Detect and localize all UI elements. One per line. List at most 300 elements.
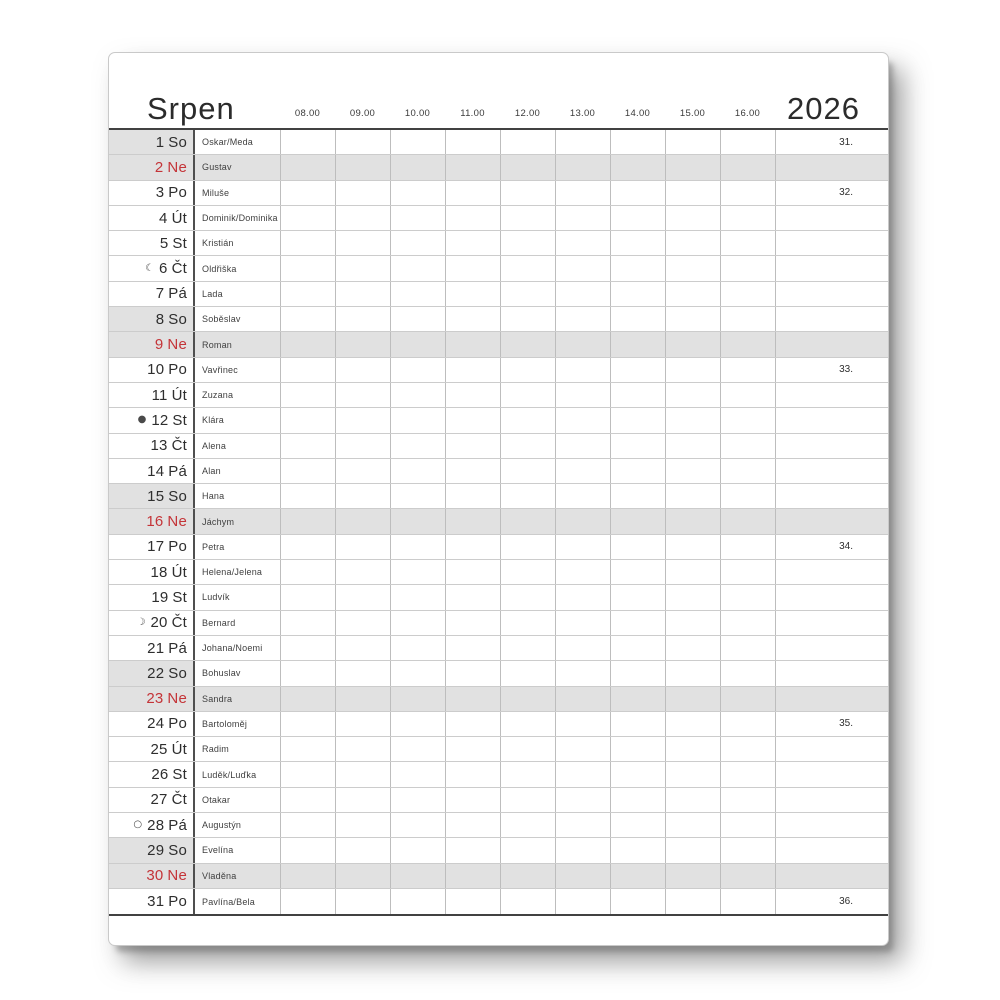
day-number: 3: [155, 184, 165, 202]
time-slot: [500, 282, 555, 306]
day-abbrev: So: [168, 664, 187, 682]
calendar-sheet: [108, 52, 889, 946]
time-slot: [665, 889, 720, 914]
day-row: [109, 307, 888, 332]
day-label-cell: [109, 611, 195, 635]
time-slot: [445, 535, 500, 559]
time-slot: [445, 484, 500, 508]
time-slot: [665, 535, 720, 559]
nameday-label: Klára: [202, 415, 225, 426]
time-slot: [665, 206, 720, 230]
time-slot: [500, 661, 555, 685]
day-label-cell: [109, 383, 195, 407]
nameday-label: Johana/Noemi: [202, 643, 263, 654]
day-label-cell: [109, 737, 195, 761]
day-number: 8: [155, 310, 165, 328]
day-number: 26: [151, 766, 169, 784]
time-slot: [500, 383, 555, 407]
day-label-cell: [109, 155, 195, 179]
time-slot: [390, 762, 445, 786]
time-slot: [445, 181, 500, 205]
day-label-cell: [109, 332, 195, 356]
day-label-cell: [109, 687, 195, 711]
time-slot: [390, 408, 445, 432]
time-slot: [445, 889, 500, 914]
day-abbrev: Ne: [167, 158, 187, 176]
time-slot: [555, 762, 610, 786]
time-slot: [720, 864, 775, 888]
day-number: 4: [159, 209, 168, 227]
day-abbrev: Ne: [167, 690, 187, 708]
time-slot: [280, 636, 335, 660]
time-slot: [500, 687, 555, 711]
time-slot: [720, 737, 775, 761]
time-slot: [445, 661, 500, 685]
week-number: [775, 636, 888, 660]
time-slot: [445, 636, 500, 660]
time-slot: [280, 332, 335, 356]
time-slot: [610, 712, 665, 736]
time-slot: [390, 231, 445, 255]
time-slot: [500, 585, 555, 609]
day-label-cell: [109, 889, 195, 914]
day-row: [109, 737, 888, 762]
day-row: [109, 484, 888, 509]
time-slot: [720, 383, 775, 407]
time-slot: [500, 535, 555, 559]
time-slot: [390, 813, 445, 837]
time-slot: [500, 206, 555, 230]
time-slot: [720, 307, 775, 331]
day-label-cell: [109, 838, 195, 862]
time-slot: [390, 358, 445, 382]
time-slot: [280, 509, 335, 533]
time-label: 12.00: [514, 108, 541, 119]
time-slot: [335, 636, 390, 660]
time-label: 08.00: [294, 108, 321, 119]
week-number: [775, 788, 888, 812]
time-slot: [280, 788, 335, 812]
time-slot: [665, 358, 720, 382]
time-slot: [500, 509, 555, 533]
day-label-cell: [109, 661, 195, 685]
week-number: [775, 408, 888, 432]
time-slot: [555, 864, 610, 888]
day-number: 5: [159, 234, 169, 252]
week-number: [775, 282, 888, 306]
nameday-label: Jáchym: [202, 516, 235, 527]
day-abbrev: So: [168, 133, 187, 151]
time-slot: [390, 788, 445, 812]
time-slot: [555, 332, 610, 356]
time-slot: [555, 358, 610, 382]
day-label-cell: [109, 864, 195, 888]
time-slot: [445, 611, 500, 635]
day-number: 14: [147, 462, 165, 480]
day-number: 10: [147, 361, 165, 379]
day-number: 6: [159, 260, 168, 278]
time-label: 09.00: [349, 108, 376, 119]
time-slot: [390, 712, 445, 736]
day-number: 2: [154, 158, 164, 176]
week-number: [775, 256, 888, 280]
nameday-label: Pavlína/Bela: [202, 896, 255, 907]
time-slot: [720, 560, 775, 584]
time-slot: [665, 737, 720, 761]
time-slot: [335, 788, 390, 812]
calendar-header: [109, 53, 888, 128]
day-row: [109, 408, 888, 433]
time-slot: [610, 130, 665, 154]
time-slot: [555, 484, 610, 508]
time-slot: [335, 560, 390, 584]
day-label-cell: [109, 408, 195, 432]
time-slot: [555, 434, 610, 458]
time-slot: [445, 282, 500, 306]
time-slot: [280, 206, 335, 230]
day-label-cell: [109, 307, 195, 331]
time-slot: [720, 282, 775, 306]
time-slot: [665, 636, 720, 660]
time-slot: [665, 611, 720, 635]
time-slot: [280, 231, 335, 255]
week-number: [775, 560, 888, 584]
day-abbrev: Čt: [171, 614, 187, 632]
time-slot: [280, 687, 335, 711]
day-label-cell: [109, 256, 195, 280]
week-number: [775, 687, 888, 711]
day-label-cell: [109, 459, 195, 483]
time-slot: [720, 509, 775, 533]
time-slot: [555, 788, 610, 812]
time-slot: [610, 307, 665, 331]
time-slot: [665, 687, 720, 711]
nameday-label: Oldřiška: [202, 263, 237, 274]
week-number: [775, 332, 888, 356]
time-slot: [390, 636, 445, 660]
time-slot: [390, 459, 445, 483]
time-slot: [665, 256, 720, 280]
nameday-label: Kristián: [202, 238, 234, 249]
time-slot: [665, 712, 720, 736]
time-slot: [610, 889, 665, 914]
day-abbrev: So: [168, 310, 187, 328]
nameday-label: Dominik/Dominika: [202, 213, 278, 224]
nameday-label: Zuzana: [202, 390, 234, 401]
nameday-label: Vladěna: [202, 870, 237, 881]
time-slot: [445, 585, 500, 609]
time-slot: [555, 661, 610, 685]
nameday-label: Bartoloměj: [202, 718, 248, 729]
time-slot: [335, 434, 390, 458]
time-slot: [555, 585, 610, 609]
time-slot: [335, 864, 390, 888]
time-slot: [445, 307, 500, 331]
time-slot: [445, 762, 500, 786]
time-slot: [555, 687, 610, 711]
time-slot: [720, 459, 775, 483]
calendar-grid: [109, 128, 888, 916]
time-slot: [720, 712, 775, 736]
day-row: [109, 459, 888, 484]
time-slot: [555, 130, 610, 154]
time-slot: [390, 864, 445, 888]
week-number: 34.: [775, 535, 888, 559]
day-number: 1: [155, 133, 165, 151]
day-abbrev: St: [172, 234, 187, 252]
day-abbrev: Čt: [171, 437, 187, 455]
time-slot: [610, 434, 665, 458]
week-number: [775, 383, 888, 407]
time-slot: [665, 231, 720, 255]
last-quarter-moon-icon: ☾: [145, 262, 155, 274]
day-abbrev: Út: [171, 386, 187, 404]
day-row: [109, 434, 888, 459]
time-slot: [720, 358, 775, 382]
time-slot: [335, 484, 390, 508]
time-slot: [500, 762, 555, 786]
week-number: 31.: [775, 130, 888, 154]
time-slot: [335, 282, 390, 306]
time-slot: [280, 408, 335, 432]
time-slot: [665, 307, 720, 331]
day-row: [109, 358, 888, 383]
week-number: 32.: [775, 181, 888, 205]
nameday-label: Alan: [202, 466, 221, 476]
day-label-cell: [109, 358, 195, 382]
time-slot: [445, 231, 500, 255]
time-slot: [610, 560, 665, 584]
day-row: [109, 535, 888, 560]
time-slot: [500, 611, 555, 635]
day-abbrev: Ne: [167, 867, 187, 885]
day-label-cell: [109, 762, 195, 786]
day-number: 16: [146, 513, 164, 531]
time-slot: [610, 762, 665, 786]
time-slot: [555, 636, 610, 660]
time-slot: [390, 256, 445, 280]
day-number: 9: [154, 336, 164, 354]
time-slot: [445, 737, 500, 761]
nameday-label: Miluše: [202, 187, 230, 198]
time-slot: [720, 889, 775, 914]
day-row: [109, 636, 888, 661]
time-slot: [500, 434, 555, 458]
time-slot: [335, 509, 390, 533]
time-slot: [390, 383, 445, 407]
time-slot: [720, 636, 775, 660]
time-slot: [445, 864, 500, 888]
time-slot: [390, 130, 445, 154]
time-slot: [555, 307, 610, 331]
time-slot: [665, 864, 720, 888]
time-slot: [610, 358, 665, 382]
day-row: [109, 155, 888, 180]
day-abbrev: Čt: [171, 791, 187, 809]
new-moon-icon: ●: [137, 414, 147, 426]
time-slot: [390, 737, 445, 761]
time-slot: [665, 130, 720, 154]
time-slot: [555, 889, 610, 914]
nameday-label: Roman: [202, 339, 233, 350]
week-number: [775, 509, 888, 533]
time-slot: [610, 231, 665, 255]
nameday-label: Vavřinec: [202, 364, 238, 375]
nameday-label: Bernard: [202, 617, 236, 628]
day-number: 12: [151, 411, 169, 429]
nameday-label: Helena/Jelena: [202, 567, 263, 578]
day-row: [109, 231, 888, 256]
time-slot: [390, 661, 445, 685]
day-number: 11: [151, 386, 168, 404]
time-slot: [555, 155, 610, 179]
time-slot: [390, 560, 445, 584]
day-abbrev: Pá: [168, 285, 187, 303]
time-slot: [555, 282, 610, 306]
time-slot: [610, 838, 665, 862]
time-slot: [720, 813, 775, 837]
day-abbrev: St: [172, 588, 187, 606]
time-slot: [555, 737, 610, 761]
time-slot: [335, 332, 390, 356]
time-slot: [280, 611, 335, 635]
time-slot: [335, 408, 390, 432]
day-row: [109, 611, 888, 636]
nameday-label: Sandra: [202, 693, 233, 704]
time-slot: [720, 206, 775, 230]
nameday-label: Oskar/Meda: [202, 137, 254, 148]
time-slot: [665, 585, 720, 609]
time-slot: [500, 560, 555, 584]
time-slot: [335, 130, 390, 154]
time-slot: [500, 307, 555, 331]
day-number: 7: [155, 285, 165, 303]
week-number: [775, 864, 888, 888]
time-slot: [390, 838, 445, 862]
time-slot: [665, 838, 720, 862]
day-abbrev: Út: [171, 563, 187, 581]
time-slot: [445, 434, 500, 458]
time-slot: [665, 434, 720, 458]
time-slot: [280, 864, 335, 888]
day-label-cell: [109, 509, 195, 533]
time-slot: [280, 661, 335, 685]
first-quarter-moon-icon: ☽: [136, 616, 146, 628]
day-abbrev: Po: [168, 184, 187, 202]
nameday-label: Evelína: [202, 845, 234, 856]
time-slot: [280, 256, 335, 280]
time-slot: [500, 813, 555, 837]
time-slot: [610, 535, 665, 559]
time-slot: [555, 560, 610, 584]
week-number: 33.: [775, 358, 888, 382]
time-slot: [555, 712, 610, 736]
time-slot: [555, 206, 610, 230]
time-slot: [665, 332, 720, 356]
time-slot: [555, 838, 610, 862]
time-slot: [445, 687, 500, 711]
day-row: [109, 813, 888, 838]
week-number: 35.: [775, 712, 888, 736]
time-slot: [280, 181, 335, 205]
week-number: [775, 661, 888, 685]
time-slot: [280, 484, 335, 508]
time-slot: [500, 256, 555, 280]
day-abbrev: St: [172, 411, 187, 429]
time-slot: [335, 535, 390, 559]
time-slot: [280, 813, 335, 837]
time-slot: [500, 864, 555, 888]
full-moon-icon: ○: [133, 819, 143, 831]
time-slot: [720, 484, 775, 508]
time-slot: [610, 687, 665, 711]
time-slot: [500, 231, 555, 255]
day-abbrev: Po: [168, 715, 187, 733]
time-slot: [445, 332, 500, 356]
time-slot: [720, 535, 775, 559]
week-number: [775, 585, 888, 609]
day-row: [109, 181, 888, 206]
time-slot: [390, 206, 445, 230]
time-slot: [280, 130, 335, 154]
time-slot: [610, 155, 665, 179]
day-number: 18: [150, 563, 168, 581]
nameday-label: Augustýn: [202, 820, 242, 831]
day-abbrev: So: [168, 487, 187, 505]
time-slot: [335, 206, 390, 230]
time-slot: [610, 788, 665, 812]
time-slot: [335, 585, 390, 609]
time-label: 16.00: [734, 108, 761, 119]
time-slot: [665, 560, 720, 584]
time-slot: [500, 838, 555, 862]
day-number: 23: [146, 690, 164, 708]
day-row: [109, 838, 888, 863]
time-slot: [665, 661, 720, 685]
time-slot: [720, 611, 775, 635]
nameday-label: Otakar: [202, 794, 231, 805]
time-slot: [720, 155, 775, 179]
time-slot: [610, 459, 665, 483]
time-slot: [280, 459, 335, 483]
time-slot: [500, 332, 555, 356]
week-number: [775, 434, 888, 458]
day-number: 15: [147, 487, 165, 505]
time-slot: [335, 611, 390, 635]
time-slot: [500, 358, 555, 382]
time-slot: [665, 509, 720, 533]
time-slot: [390, 332, 445, 356]
nameday-label: Luděk/Luďka: [202, 769, 257, 780]
time-slot: [390, 509, 445, 533]
time-slot: [280, 889, 335, 914]
week-number: [775, 206, 888, 230]
time-slot: [610, 864, 665, 888]
time-slot: [610, 509, 665, 533]
time-slot: [665, 383, 720, 407]
week-number: [775, 737, 888, 761]
time-slot: [390, 434, 445, 458]
time-slot: [665, 181, 720, 205]
day-abbrev: Út: [171, 209, 187, 227]
week-number: 36.: [775, 889, 888, 914]
time-slot: [720, 332, 775, 356]
time-slot: [335, 307, 390, 331]
week-number: [775, 307, 888, 331]
day-row: [109, 256, 888, 281]
day-abbrev: Po: [168, 538, 187, 556]
week-number: [775, 611, 888, 635]
